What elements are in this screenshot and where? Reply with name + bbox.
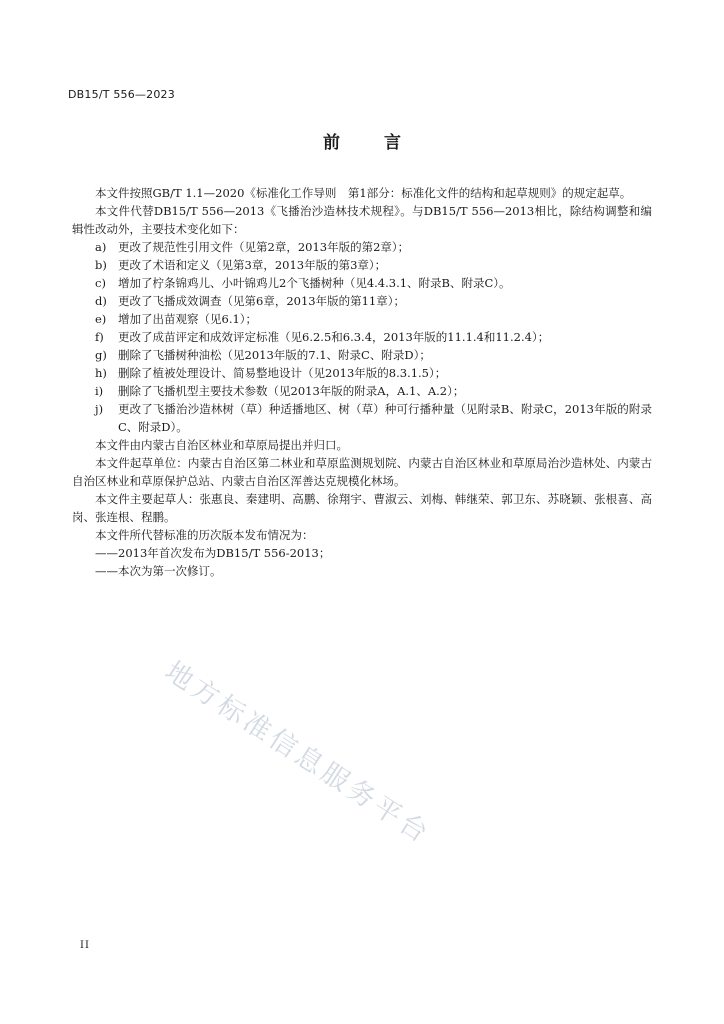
proposer-paragraph: 本文件由内蒙古自治区林业和草原局提出并归口。 xyxy=(95,438,348,452)
list-item xyxy=(72,274,652,292)
list-item-label: h) xyxy=(95,366,107,380)
list-item xyxy=(72,328,652,346)
list-item-label: a) xyxy=(95,240,107,254)
intro-paragraph: 本文件按照GB/T 1.1—2020《标准化工作导则 第1部分：标准化文件的结构和起草规则》的规定起草。 xyxy=(95,186,632,200)
list-item-text: 更改了成苗评定和成效评定标准（见6.2.5和6.3.4，2013年版的11.1.4和11.2.4）； xyxy=(118,330,550,344)
list-item-text: 删除了飞播机型主要技术参数（见2013年版的附录A，A.1、A.2）； xyxy=(118,384,465,398)
drafting-units-paragraph: 本文件起草单位：内蒙古自治区第二林业和草原监测规划院、内蒙古自治区林业和草原局治沙造林处、内蒙古自治区林业和草原保护总站、内蒙古自治区浑善达克规模化林场。 xyxy=(72,456,652,488)
list-item-label: c) xyxy=(95,276,106,290)
list-item xyxy=(72,310,652,328)
list-item-label: e) xyxy=(95,312,107,326)
page-number: II xyxy=(80,940,90,951)
list-item-label: i) xyxy=(95,384,104,398)
list-item xyxy=(72,400,652,436)
page-title: 前言 xyxy=(323,133,445,153)
list-item xyxy=(72,382,652,400)
list-item-label: j) xyxy=(95,402,104,416)
list-item xyxy=(72,256,652,274)
history-line: ——本次为第一次修订。 xyxy=(95,564,222,578)
list-item xyxy=(72,238,652,256)
list-item xyxy=(72,364,652,382)
history-intro-paragraph: 本文件所代替标准的历次版本发布情况为： xyxy=(95,528,314,542)
list-item-text: 增加了柠条锦鸡儿、小叶锦鸡儿2个飞播树种（见4.4.3.1、附录B、附录C）。 xyxy=(118,276,511,290)
list-item-label: b) xyxy=(95,258,107,272)
watermark: 地方标准信息服务平台 xyxy=(159,655,437,851)
list-item-text: 删除了飞播树种油松（见2013年版的7.1、附录C、附录D）； xyxy=(118,348,431,362)
replacement-paragraph: 本文件代替DB15/T 556—2013《飞播治沙造林技术规程》。与DB15/T 556—2013相比，除结构调整和编辑性改动外，主要技术变化如下： xyxy=(72,204,652,236)
list-item xyxy=(72,346,652,364)
document-code: DB15/T 556—2023 xyxy=(68,88,175,101)
list-item-text: 更改了术语和定义（见第3章，2013年版的第3章）； xyxy=(118,258,387,272)
foreword-body xyxy=(72,184,652,580)
list-item xyxy=(72,292,652,310)
list-item-text: 更改了飞播成效调查（见第6章，2013年版的第11章）； xyxy=(118,294,405,308)
list-item-text: 更改了飞播治沙造林树（草）种适播地区、树（草）种可行播种量（见附录B、附录C，2013年版的附录C、附录D）。 xyxy=(118,402,652,434)
list-item-label: g) xyxy=(95,348,107,362)
history-line: ——2013年首次发布为DB15/T 556-2013； xyxy=(95,546,331,560)
list-item-text: 增加了出苗观察（见6.1）； xyxy=(118,312,258,326)
list-item-text: 更改了规范性引用文件（见第2章，2013年版的第2章）； xyxy=(118,240,410,254)
list-item-label: f) xyxy=(95,330,104,344)
drafters-paragraph: 本文件主要起草人：张惠良、秦建明、高鹏、徐翔宇、曹淑云、刘梅、韩继荣、郭卫东、苏晓颖、张根喜、高岗、张连根、程鹏。 xyxy=(72,492,652,524)
list-item-label: d) xyxy=(95,294,107,308)
list-item-text: 删除了植被处理设计、简易整地设计（见2013年版的8.3.1.5）； xyxy=(118,366,447,380)
changes-list xyxy=(72,238,652,436)
